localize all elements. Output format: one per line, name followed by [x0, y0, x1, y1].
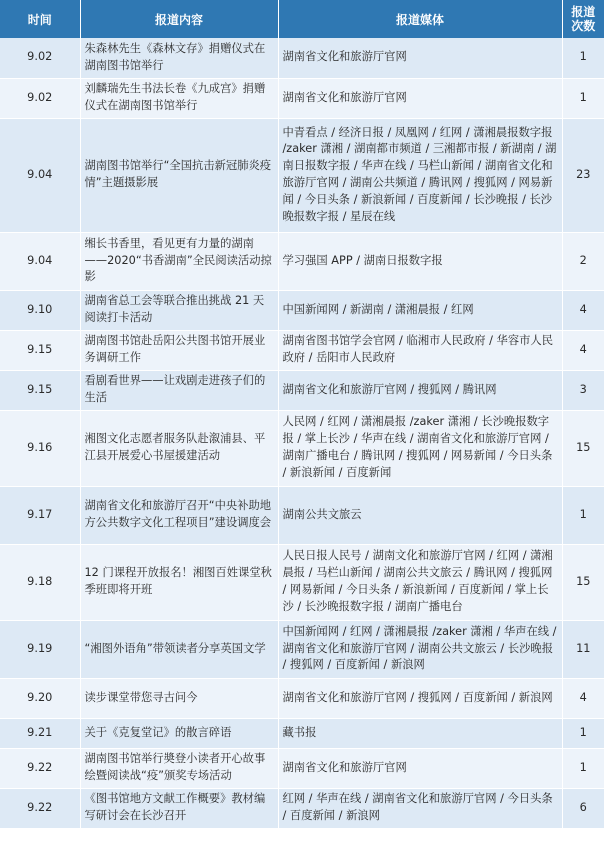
cell-count: 15: [562, 410, 604, 486]
cell-date: 9.21: [0, 718, 80, 748]
cell-media: 湖南省文化和旅游厅官网: [278, 78, 562, 118]
table-row: [0, 232, 604, 290]
cell-title: 湘图文化志愿者服务队赴溆浦县、平江县开展爱心书屋援建活动: [80, 410, 278, 486]
cell-count: 15: [562, 544, 604, 620]
table-row: [0, 410, 604, 486]
cell-media: 中青看点 / 经济日报 / 凤凰网 / 红网 / 潇湘晨报数字报 /zaker 潇湘 / 湖南都市频道 / 三湘都市报 / 新湖南 / 湖南日报数字报 / 华声在线 / 马栏山新闻 / 湖南省文化和旅游厅官网 / 湖南公共频道 / 腾讯网 / 搜狐网 / 网易新闻 / 今日头条 / 新浪新闻 / 百度新闻 / 长沙晚报 / 长沙晚报数字报 / 星辰在线: [278, 118, 562, 232]
header-date: 时间: [0, 0, 80, 38]
cell-count: 4: [562, 330, 604, 370]
cell-media: 湖南省文化和旅游厅官网 / 搜狐网 / 百度新闻 / 新浪网: [278, 678, 562, 718]
cell-count: 11: [562, 620, 604, 678]
table-body: [0, 38, 604, 828]
cell-media: 湖南省文化和旅游厅官网: [278, 748, 562, 788]
table-row: [0, 330, 604, 370]
cell-title: 《图书馆地方文献工作概要》教材编写研讨会在长沙召开: [80, 788, 278, 828]
cell-title: 湖南省总工会等联合推出挑战 21 天阅读打卡活动: [80, 290, 278, 330]
cell-date: 9.18: [0, 544, 80, 620]
cell-title: 湖南省文化和旅游厅召开“中央补助地方公共数字文化工程项目”建设调度会: [80, 486, 278, 544]
cell-title: 刘麟瑞先生书法长卷《九成宫》捐赠仪式在湖南图书馆举行: [80, 78, 278, 118]
cell-count: 3: [562, 370, 604, 410]
cell-count: 1: [562, 718, 604, 748]
header-count-label: 报道 次数: [571, 5, 596, 33]
cell-title: 朱森林先生《森林文存》捐赠仪式在湖南图书馆举行: [80, 38, 278, 78]
header-media: 报道媒体: [278, 0, 562, 38]
table-row: [0, 544, 604, 620]
cell-media: 人民网 / 红网 / 潇湘晨报 /zaker 潇湘 / 长沙晚报数字报 / 掌上长沙 / 华声在线 / 湖南省文化和旅游厅官网 / 湖南广播电台 / 腾讯网 / 搜狐网 / 网易新闻 / 今日头条 / 新浪新闻 / 百度新闻: [278, 410, 562, 486]
cell-title: 12 门课程开放报名！湘图百姓课堂秋季班即将开班: [80, 544, 278, 620]
cell-date: 9.16: [0, 410, 80, 486]
cell-media: 湖南公共文旅云: [278, 486, 562, 544]
cell-date: 9.04: [0, 118, 80, 232]
cell-count: 4: [562, 290, 604, 330]
table-row: [0, 370, 604, 410]
cell-count: 1: [562, 748, 604, 788]
cell-date: 9.19: [0, 620, 80, 678]
cell-date: 9.10: [0, 290, 80, 330]
cell-title: 关于《克复堂记》的散言碎语: [80, 718, 278, 748]
cell-title: 读步课堂带您寻古问今: [80, 678, 278, 718]
cell-date: 9.22: [0, 748, 80, 788]
cell-title: 看剧看世界——让戏剧走进孩子们的生活: [80, 370, 278, 410]
table-row: [0, 788, 604, 828]
table-row: [0, 118, 604, 232]
cell-count: 23: [562, 118, 604, 232]
table-row: [0, 678, 604, 718]
header-content: 报道内容: [80, 0, 278, 38]
table-row: [0, 486, 604, 544]
cell-title: 湖南图书馆举行“全国抗击新冠肺炎疫情”主题摄影展: [80, 118, 278, 232]
cell-media: 学习强国 APP / 湖南日报数字报: [278, 232, 562, 290]
cell-media: 湖南省图书馆学会官网 / 临湘市人民政府 / 华容市人民政府 / 岳阳市人民政府: [278, 330, 562, 370]
cell-count: 1: [562, 38, 604, 78]
cell-count: 1: [562, 486, 604, 544]
cell-date: 9.17: [0, 486, 80, 544]
cell-date: 9.15: [0, 330, 80, 370]
cell-date: 9.20: [0, 678, 80, 718]
cell-title: 湖南图书馆举行奬登小读者开心故事绘暨阅读战“疫”颁奖专场活动: [80, 748, 278, 788]
table-row: [0, 78, 604, 118]
cell-date: 9.02: [0, 78, 80, 118]
cell-count: 4: [562, 678, 604, 718]
cell-title: “湘图外语角”带领读者分享英国文学: [80, 620, 278, 678]
cell-title: 缃长书香里，看见更有力量的湖南——2020“书香湖南”全民阅读活动掠影: [80, 232, 278, 290]
cell-count: 6: [562, 788, 604, 828]
cell-media: 人民日报人民号 / 湖南文化和旅游厅官网 / 红网 / 潇湘晨报 / 马栏山新闻 / 湖南公共文旅云 / 腾讯网 / 搜狐网 / 网易新闻 / 今日头条 / 新浪新闻 / 百度新闻 / 掌上长沙 / 长沙晚报数字报 / 湖南广播电台: [278, 544, 562, 620]
table-header-row: [0, 0, 604, 38]
table-row: [0, 38, 604, 78]
cell-media: 中国新闻网 / 红网 / 潇湘晨报 /zaker 潇湘 / 华声在线 / 湖南省文化和旅游厅官网 / 湖南公共文旅云 / 长沙晚报 / 搜狐网 / 百度新闻 / 新浪网: [278, 620, 562, 678]
cell-date: 9.02: [0, 38, 80, 78]
cell-count: 2: [562, 232, 604, 290]
cell-date: 9.04: [0, 232, 80, 290]
cell-media: 湖南省文化和旅游厅官网 / 搜狐网 / 腾讯网: [278, 370, 562, 410]
header-count: [562, 0, 604, 38]
cell-date: 9.22: [0, 788, 80, 828]
cell-media: 湖南省文化和旅游厅官网: [278, 38, 562, 78]
cell-title: 湖南图书馆赴岳阳公共图书馆开展业务调研工作: [80, 330, 278, 370]
cell-date: 9.15: [0, 370, 80, 410]
table-row: [0, 748, 604, 788]
cell-count: 1: [562, 78, 604, 118]
table-row: [0, 620, 604, 678]
cell-media: 中国新闻网 / 新湖南 / 潇湘晨报 / 红网: [278, 290, 562, 330]
table-row: [0, 718, 604, 748]
table-row: [0, 290, 604, 330]
cell-media: 红网 / 华声在线 / 湖南省文化和旅游厅官网 / 今日头条 / 百度新闻 / 新浪网: [278, 788, 562, 828]
cell-media: 藏书报: [278, 718, 562, 748]
